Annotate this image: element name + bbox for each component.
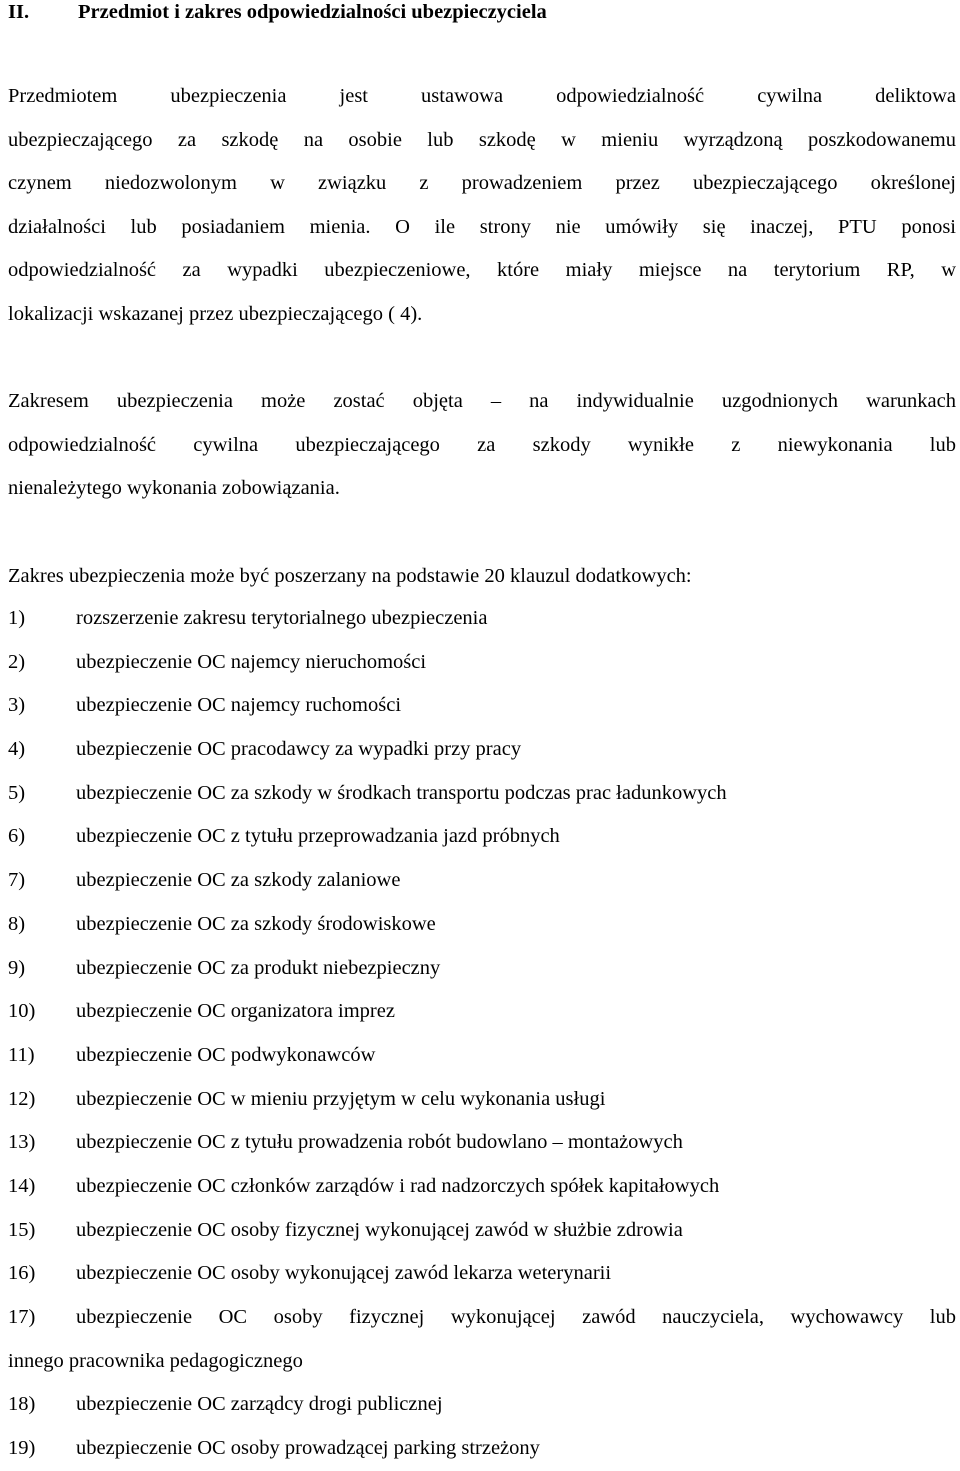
clause-item [8, 1034, 956, 1078]
clause-text: ubezpieczenie OC osoby wykonującej zawód lekarza weterynarii [76, 1262, 612, 1285]
paragraph-line: Przedmiotem ubezpieczenia jest ustawowa odpowiedzialność cywilna deliktowa [8, 85, 956, 107]
paragraph-extension [8, 555, 956, 599]
clause-text: ubezpieczenie OC osoby prowadzącej parking strzeżony [76, 1437, 540, 1460]
paragraph-scope [8, 380, 956, 511]
clause-text: ubezpieczenie OC za produkt niebezpieczny [76, 956, 441, 979]
clause-number: 11) [8, 1043, 35, 1066]
clause-number: 10) [8, 1000, 36, 1023]
clause-item [8, 947, 956, 991]
paragraph-line: odpowiedzialność za wypadki ubezpieczeniowe, które miały miejsce na terytorium RP, w [8, 259, 956, 281]
clause-text: ubezpieczenie OC za szkody zalaniowe [76, 869, 401, 892]
clause-text: ubezpieczenie OC z tytułu prowadzenia robót budowlano – montażowych [76, 1131, 683, 1154]
clause-item [8, 1252, 956, 1296]
clause-text: ubezpieczenie OC za szkody w środkach transportu podczas prac ładunkowych [76, 781, 727, 804]
clause-item [8, 1078, 956, 1122]
paragraph-line: nienależytego wykonania zobowiązania. [8, 477, 340, 499]
clause-item [8, 990, 956, 1034]
clause-item [8, 1165, 956, 1209]
clause-item [8, 1209, 956, 1253]
clause-number: 3) [8, 694, 26, 717]
clause-number: 18) [8, 1393, 36, 1416]
clause-text: ubezpieczenie OC organizatora imprez [76, 1000, 395, 1023]
clause-number: 1) [8, 607, 26, 629]
clause-number: 13) [8, 1131, 36, 1154]
clause-text: ubezpieczenie OC osoby fizycznej wykonującej zawód w służbie zdrowia [76, 1218, 683, 1241]
clause-text: rozszerzenie zakresu terytorialnego ubezpieczenia [76, 607, 488, 629]
clause-text: ubezpieczenie OC zarządcy drogi publicznej [76, 1393, 443, 1416]
clause-number: 7) [8, 869, 26, 892]
clause-item [8, 772, 956, 816]
clause-text: ubezpieczenie OC za szkody środowiskowe [76, 912, 436, 935]
paragraph-subject [8, 75, 956, 336]
paragraph-line: Zakresem ubezpieczenia może zostać objęta – na indywidualnie uzgodnionych warunkach [8, 390, 956, 412]
clause-item [8, 815, 956, 859]
clause-number: 19) [8, 1437, 36, 1460]
clause-text-continuation: innego pracownika pedagogicznego [8, 1349, 303, 1372]
clause-text: ubezpieczenie OC najemcy ruchomości [76, 694, 402, 717]
clause-item [8, 1383, 956, 1427]
clause-item [8, 903, 956, 947]
clause-number: 16) [8, 1262, 36, 1285]
paragraph-line: działalności lub posiadaniem mienia. O ile strony nie umówiły się inaczej, PTU ponosi [8, 215, 956, 238]
paragraph-line: odpowiedzialność cywilna ubezpieczającego za szkody wynikłe z niewykonania lub [8, 433, 956, 456]
clause-number: 17) [8, 1306, 36, 1328]
section-title: Przedmiot i zakres odpowiedzialności ubezpieczyciela [78, 1, 547, 23]
clause-item [8, 597, 956, 641]
section-heading [8, 0, 547, 26]
clause-item [8, 641, 956, 685]
clause-number: 2) [8, 650, 26, 673]
clause-item [8, 859, 956, 903]
clause-text: ubezpieczenie OC osoby fizycznej wykonującej zawód nauczyciela, wychowawcy lub [76, 1306, 956, 1328]
clause-number: 9) [8, 956, 26, 979]
clause-number: 12) [8, 1087, 36, 1110]
clause-number: 8) [8, 912, 26, 935]
clause-number: 5) [8, 781, 26, 804]
clause-item [8, 728, 956, 772]
section-number: II. [8, 1, 30, 23]
paragraph-line: Zakres ubezpieczenia może być poszerzany na podstawie 20 klauzul dodatkowych: [8, 565, 692, 587]
clause-text: ubezpieczenie OC najemcy nieruchomości [76, 650, 427, 673]
clause-item [8, 1121, 956, 1165]
clause-text: ubezpieczenie OC podwykonawców [76, 1043, 376, 1066]
clause-text: ubezpieczenie OC pracodawcy za wypadki przy pracy [76, 738, 522, 761]
clause-text: ubezpieczenie OC z tytułu przeprowadzania jazd próbnych [76, 825, 560, 848]
clause-number: 6) [8, 825, 26, 848]
clause-item [8, 1296, 956, 1383]
clause-number: 4) [8, 738, 26, 761]
paragraph-line: ubezpieczającego za szkodę na osobie lub szkodę w mieniu wyrządzoną poszkodowanemu [8, 128, 956, 151]
paragraph-line: lokalizacji wskazanej przez ubezpieczającego ( 4). [8, 302, 423, 325]
clause-text: ubezpieczenie OC w mieniu przyjętym w celu wykonania usługi [76, 1087, 606, 1110]
clause-list [8, 597, 956, 1471]
clause-item [8, 1427, 956, 1471]
clause-text: ubezpieczenie OC członków zarządów i rad nadzorczych spółek kapitałowych [76, 1174, 720, 1197]
clause-number: 14) [8, 1174, 36, 1197]
clause-item [8, 684, 956, 728]
clause-number: 15) [8, 1218, 36, 1241]
paragraph-line: czynem niedozwolonym w związku z prowadzeniem przez ubezpieczającego określonej [8, 172, 956, 194]
